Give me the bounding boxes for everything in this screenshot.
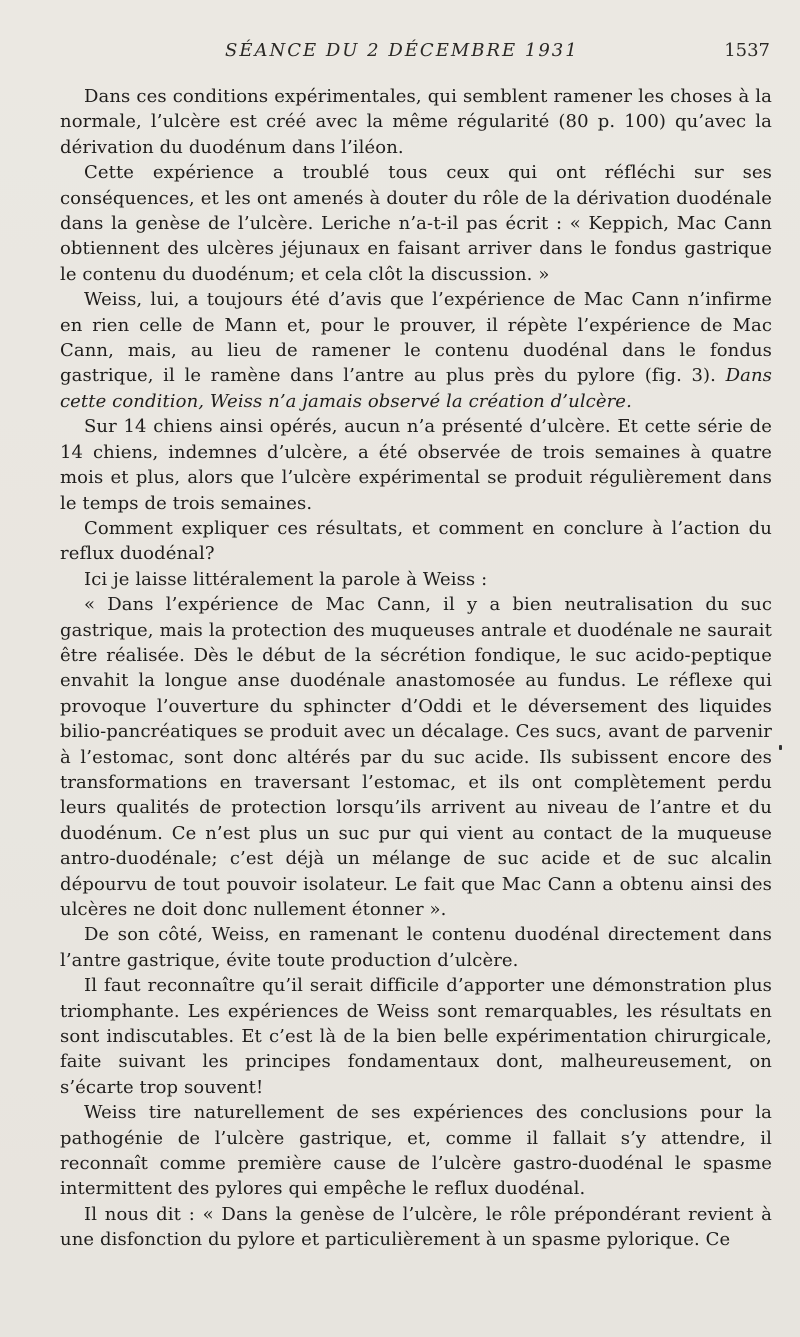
paragraph-3-text: Weiss, lui, a toujours été d’avis que l’expérience de Mac Cann n’infirme en rien celle de Mann et, pour le prouver, il répète l’expérience de Mac Cann, mais, au lieu de ramener le contenu duodénal dans le fondus gastrique, il le ramène dans l’antre au plus près du pylore (fig. 3).	[60, 289, 772, 387]
paragraph-3	[60, 287, 772, 414]
paragraph-3-italic: Dans cette condition, Weiss n’a jamais observé la création d’ulcère.	[60, 365, 772, 412]
paragraph-9: Il faut reconnaître qu’il serait difficile d’apporter une démonstration plus triomphante. Les expériences de Weiss sont remarquables, les résultats en sont indiscutables. Et c’est là de la bien belle expérimentation chirurgicale, faite suivant les principes fondamentaux dont, malheureusement, on s’écarte trop souvent!	[60, 975, 772, 1098]
paragraph-7-quote: « Dans l’expérience de Mac Cann, il y a bien neutralisation du suc gastrique, mais la protection des muqueuses antrale et duodénale ne saurait être réalisée. Dès le début de la sécrétion fondique, le suc acido-peptique envahit la longue anse duodénale anastomosée au fundus. Le réflexe qui provoque l’ouverture du sphincter d’Oddi et le déversement des liquides bilio-pancréatiques se produit avec un décalage. Ces sucs, avant de parvenir à l’estomac, sont donc altérés par du suc acide. Ils subissent encore des transformations en traversant l’estomac, et ils ont complètement perdu leurs qualités de protection lorsqu’ils arrivent au niveau de l’antre et du duodénum. Ce n’est plus un suc pur qui vient au contact de la muqueuse antro-duodénale; c’est déjà un mélange de suc acide et de suc alcalin dépourvu de tout pouvoir isolateur. Le fait que Mac Cann a obtenu ainsi des ulcères ne doit donc nullement étonner ».	[60, 594, 772, 920]
paragraph-2: Cette expérience a troublé tous ceux qui ont réfléchi sur ses conséquences, et les ont amenés à douter du rôle de la dérivation duodénale dans la genèse de l’ulcère. Leriche n’a-t-il pas écrit : « Keppich, Mac Cann obtiennent des ulcères jéjunaux en faisant arriver dans le fondus gastrique le contenu du duodénum; et cela clôt la discussion. »	[60, 162, 772, 285]
paragraph-11: Il nous dit : « Dans la genèse de l’ulcère, le rôle prépondérant revient à une disfonction du pylore et particulièrement à un spasme pylorique. Ce	[60, 1203, 772, 1251]
print-speck	[779, 745, 782, 750]
paragraph-1: Dans ces conditions expérimentales, qui semblent ramener les choses à la normale, l’ulcère est créé avec la même régularité (80 p. 100) qu’avec la dérivation du duodénum dans l’iléon.	[60, 86, 772, 158]
paragraph-10: Weiss tire naturellement de ses expériences des conclusions pour la pathogénie de l’ulcère gastrique, et, comme il fallait s’y attendre, il reconnaît comme première cause de l’ulcère gastro-duodénal le spasme intermittent des pylores qui empêche le reflux duodénal.	[60, 1102, 772, 1200]
paragraph-5: Comment expliquer ces résultats, et comment en conclure à l’action du reflux duodénal?	[60, 517, 772, 565]
page-header	[60, 40, 770, 66]
paragraph-4: Sur 14 chiens ainsi opérés, aucun n’a présenté d’ulcère. Et cette série de 14 chiens, indemnes d’ulcère, a été observée de trois semaines à quatre mois et plus, alors que l’ulcère expérimental se produit régulièrement dans le temps de trois semaines.	[60, 416, 772, 514]
paragraph-6: Ici je laisse littéralement la parole à Weiss :	[84, 568, 488, 590]
page-number: 1537	[724, 40, 770, 61]
paragraph-8: De son côté, Weiss, en ramenant le contenu duodénal directement dans l’antre gastrique, évite toute production d’ulcère.	[60, 924, 772, 971]
running-title: SÉANCE DU 2 DÉCEMBRE 1931	[225, 40, 579, 61]
body-text	[60, 84, 772, 1253]
